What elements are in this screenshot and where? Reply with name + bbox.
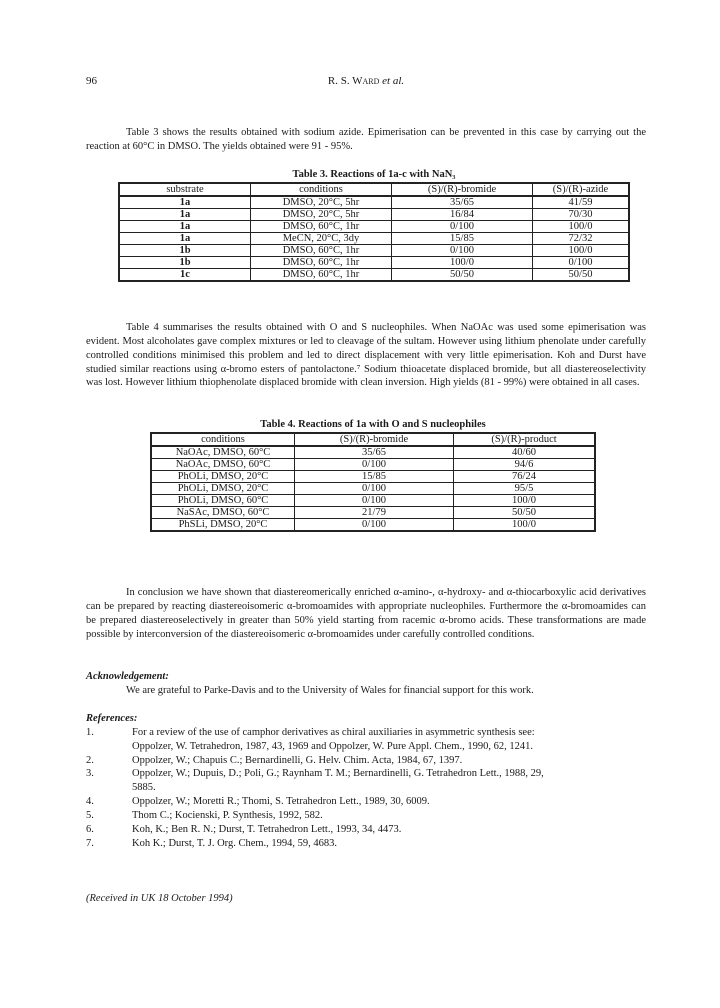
table-cell: 0/100 (392, 244, 533, 256)
reference-item (86, 837, 646, 851)
running-head (86, 74, 646, 90)
reference-line: Oppolzer, W.; Chapuis C.; Bernardinelli, G. Helv. Chim. Acta, 1984, 67, 1397. (132, 754, 463, 766)
table-cell: DMSO, 60°C, 1hr (251, 244, 392, 256)
paragraph-text: Table 3 shows the results obtained with sodium azide. Epimerisation can be prevented in this case by carrying out the reaction at 60°C in DMSO. The yields obtained were 91 - 95%. (86, 127, 646, 152)
table-cell: 0/100 (392, 220, 533, 232)
table-cell: NaOAc, DMSO, 60°C (151, 458, 295, 470)
references-heading: References: (86, 713, 138, 724)
table-cell: 0/100 (295, 494, 454, 506)
table-cell: 94/6 (454, 458, 596, 470)
acknowledgement-text: We are grateful to Parke-Davis and to the University of Wales for financial support for this work. (126, 684, 534, 696)
reference-number: 4. (86, 796, 94, 808)
table-cell: 50/50 (392, 268, 533, 281)
table-cell: 72/32 (533, 232, 630, 244)
paragraph-1 (86, 126, 646, 154)
table-row (119, 208, 629, 220)
column-header: (S)/(R)-bromide (392, 183, 533, 196)
table-cell: DMSO, 60°C, 1hr (251, 256, 392, 268)
reference-item (86, 754, 646, 768)
table-caption: Table 3. Reactions of 1a-c with NaN₃ (292, 169, 456, 180)
table-cell: 1a (119, 196, 251, 209)
acknowledgement-heading: Acknowledgement: (86, 671, 169, 682)
table-cell: 0/100 (295, 458, 454, 470)
reference-line: Oppolzer, W. Tetrahedron, 1987, 43, 1969 and Oppolzer, W. Pure Appl. Chem., 1990, 62, 1241. (132, 740, 533, 752)
table-4 (150, 418, 596, 532)
table-cell: MeCN, 20°C, 3dy (251, 232, 392, 244)
table-row (151, 518, 595, 531)
table-cell: DMSO, 20°C, 5hr (251, 208, 392, 220)
table-row (119, 220, 629, 232)
table-cell: PhOLi, DMSO, 60°C (151, 494, 295, 506)
table-3 (118, 168, 630, 282)
reference-number: 1. (86, 726, 94, 738)
page-number: 96 (86, 75, 97, 87)
table-cell: 15/85 (392, 232, 533, 244)
reference-item (86, 823, 646, 837)
reference-line: Koh K.; Durst, T. J. Org. Chem., 1994, 59, 4683. (132, 837, 338, 849)
reference-number: 6. (86, 823, 94, 835)
reference-number: 7. (86, 837, 94, 849)
table-cell: PhOLi, DMSO, 20°C (151, 482, 295, 494)
table-cell: 1a (119, 220, 251, 232)
table-cell: 100/0 (454, 518, 596, 531)
reference-line: Koh, K.; Ben R. N.; Durst, T. Tetrahedron Lett., 1993, 34, 4473. (132, 823, 402, 835)
table-cell: 40/60 (454, 446, 596, 459)
reference-list (86, 726, 646, 851)
reference-line: Thom C.; Kocienski, P. Synthesis, 1992, 582. (132, 810, 323, 822)
table-cell: 1a (119, 208, 251, 220)
table-row (151, 506, 595, 518)
table-cell: 35/65 (295, 446, 454, 459)
reference-item (86, 726, 646, 754)
table-cell: 41/59 (533, 196, 630, 209)
table-cell: 0/100 (533, 256, 630, 268)
column-header: (S)/(R)-product (454, 433, 596, 446)
table-cell: 35/65 (392, 196, 533, 209)
table-cell: 1b (119, 244, 251, 256)
references (86, 712, 646, 851)
table-cell: NaSAc, DMSO, 60°C (151, 506, 295, 518)
table-cell: NaOAc, DMSO, 60°C (151, 446, 295, 459)
table-row (151, 446, 595, 459)
table-cell: DMSO, 60°C, 1hr (251, 268, 392, 281)
table-row (119, 244, 629, 256)
table-cell: 1b (119, 256, 251, 268)
acknowledgement (86, 670, 646, 698)
paragraph-3 (86, 586, 646, 641)
table-row (151, 482, 595, 494)
received-date: (Received in UK 18 October 1994) (86, 893, 233, 904)
reference-line: For a review of the use of camphor derivatives as chiral auxiliaries in asymmetric synthesis see: (132, 726, 535, 738)
table-cell: 100/0 (392, 256, 533, 268)
table-cell: DMSO, 60°C, 1hr (251, 220, 392, 232)
table-cell: 0/100 (295, 482, 454, 494)
table-cell: 1a (119, 232, 251, 244)
reference-item (86, 767, 646, 795)
table-row (151, 458, 595, 470)
column-header: substrate (119, 183, 251, 196)
table-cell: 100/0 (533, 220, 630, 232)
table-row (119, 232, 629, 244)
reference-line: 5885. (132, 782, 156, 794)
table-cell: 95/5 (454, 482, 596, 494)
reference-item (86, 809, 646, 823)
table-row (151, 470, 595, 482)
table-cell: 21/79 (295, 506, 454, 518)
reference-item (86, 795, 646, 809)
table-cell: DMSO, 20°C, 5hr (251, 196, 392, 209)
table-cell: 76/24 (454, 470, 596, 482)
table-cell: 50/50 (533, 268, 630, 281)
reference-number: 3. (86, 768, 94, 780)
reference-number: 2. (86, 754, 94, 766)
column-header: conditions (151, 433, 295, 446)
table-cell: 100/0 (454, 494, 596, 506)
data-table (118, 182, 630, 282)
table-cell: 0/100 (295, 518, 454, 531)
table-cell: 50/50 (454, 506, 596, 518)
paragraph-text: Table 4 summarises the results obtained with O and S nucleophiles. When NaOAc was used some epimerisation was evident. Most alcoholates gave complex mixtures or led to cleavage of the sultam. However using lithium phenolate under carefully controlled conditions minimised this problem and led to direct displacement with very little epimerisation. Koh and Durst have studied similar reactions using α-bromo esters of pantolactone.⁷ Sodium thioacetate displaced bromide, but all diastereoselectivity was lost. However lithium thiophenolate displaced bromide with clean inversion. High yields (81 - 99%) were obtained in all cases. (86, 322, 646, 389)
table-cell: 16/84 (392, 208, 533, 220)
paragraph-2 (86, 321, 646, 390)
table-cell: 70/30 (533, 208, 630, 220)
table-cell: 1c (119, 268, 251, 281)
table-row (151, 494, 595, 506)
table-cell: 15/85 (295, 470, 454, 482)
reference-line: Oppolzer, W.; Dupuis, D.; Poli, G.; Raynham T. M.; Bernardinelli, G. Tetrahedron Lett., 1988, 29, (132, 768, 544, 780)
table-cell: PhSLi, DMSO, 20°C (151, 518, 295, 531)
table-row (119, 268, 629, 281)
paragraph-text: In conclusion we have shown that diastereomerically enriched α-amino-, α-hydroxy- and α-thiocarboxylic acid derivatives can be prepared by reacting diastereoisomeric α-bromoamides with appropriate nucleophiles. Furthermore the α-bromoamides can be prepared diastereoselectively in greater than 50% yield starting from racemic α-bromo acids. These transformations are made possible by interconversion of the diastereoisomeric α-bromoamides under carefully controlled conditions. (86, 587, 646, 640)
table-row (119, 256, 629, 268)
data-table (150, 432, 596, 532)
running-head-author: R. S. Ward et al. (327, 75, 405, 87)
table-cell: PhOLi, DMSO, 20°C (151, 470, 295, 482)
reference-line: Oppolzer, W.; Moretti R.; Thomi, S. Tetrahedron Lett., 1989, 30, 6009. (132, 796, 430, 808)
table-row (119, 196, 629, 209)
column-header: (S)/(R)-bromide (295, 433, 454, 446)
table-caption: Table 4. Reactions of 1a with O and S nucleophiles (260, 419, 486, 430)
column-header: conditions (251, 183, 392, 196)
table-cell: 100/0 (533, 244, 630, 256)
reference-number: 5. (86, 810, 94, 822)
column-header: (S)/(R)-azide (533, 183, 630, 196)
